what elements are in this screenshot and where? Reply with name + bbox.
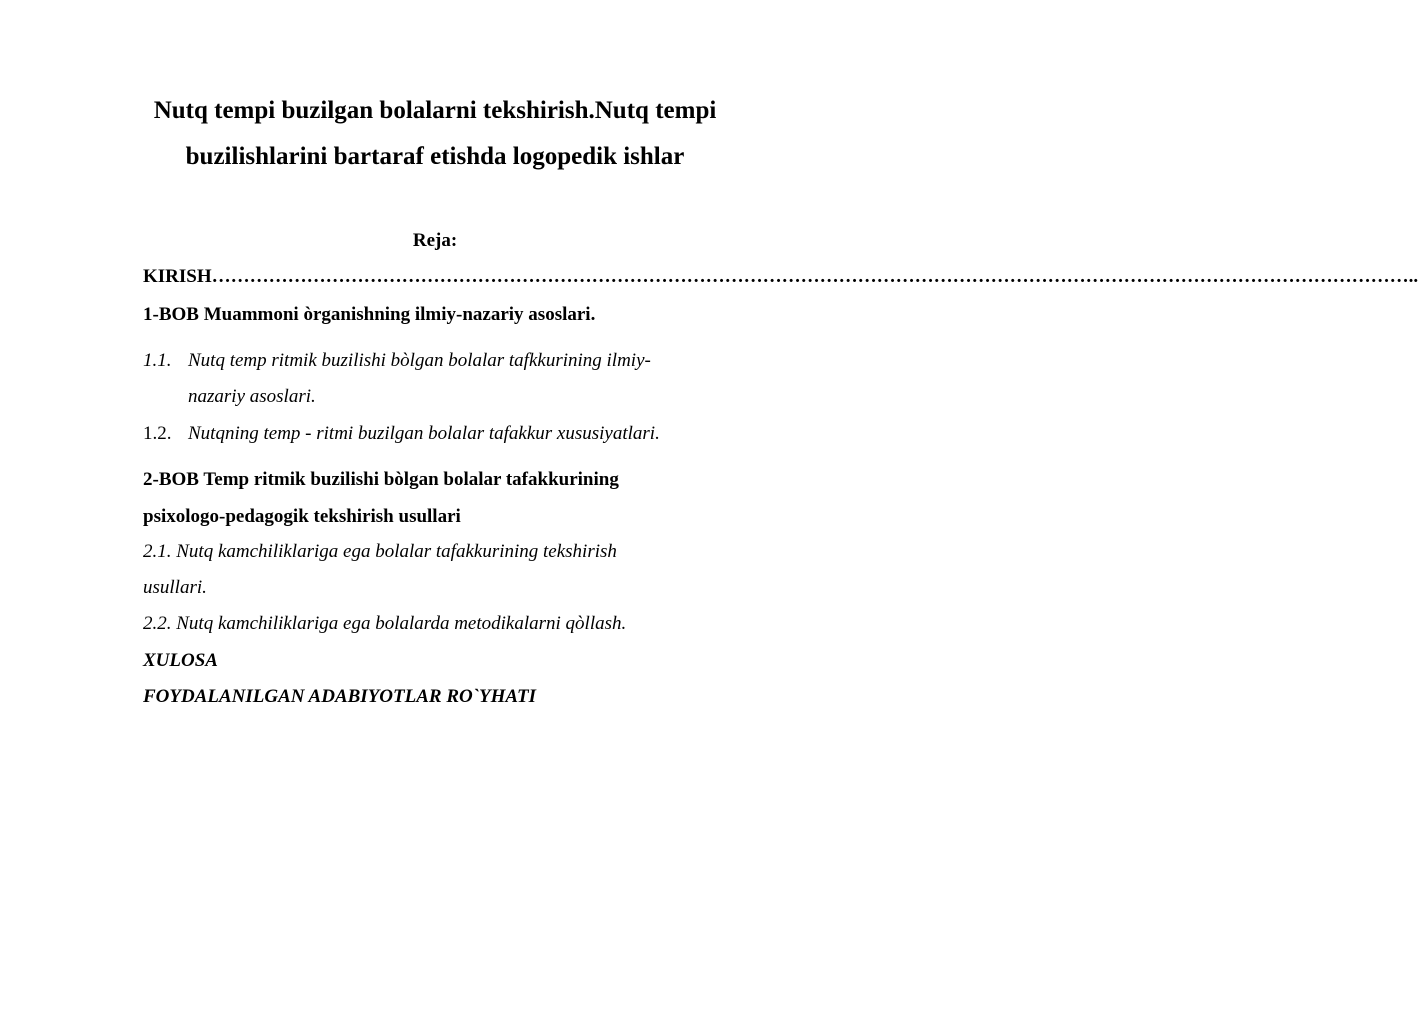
section-1-1-line1: Nutq temp ritmik buzilishi bòlgan bolalar tafkkurining ilmiy- [188, 350, 651, 371]
section-1-2-line1: Nutqning temp - ritmi buzilgan bolalar tafakkur xususiyatlari. [188, 423, 660, 444]
section-1-1-number: 1.1. [143, 350, 172, 371]
toc-intro: KIRISH……………………………………………………………………………………………………………………………………………………………………….. [143, 266, 1418, 287]
section-2-1-line2: usullari. [143, 577, 207, 598]
chapter1-heading: 1-BOB Muammoni òrganishning ilmiy-nazariy asoslari. [143, 304, 596, 325]
document-title: Nutq tempi buzilgan bolalarni tekshirish.Nutq tempi buzilishlarini bartaraf etishda logopedik ishlar [153, 97, 717, 170]
references-heading: FOYDALANILGAN ADABIYOTLAR RO`YHATI [143, 686, 537, 707]
chapter2-heading-line1: 2-BOB Temp ritmik buzilishi bòlgan bolalar tafakkurining [143, 469, 619, 490]
plan-heading: Reja: [412, 230, 458, 251]
section-1-1-line2: nazariy asoslari. [188, 386, 316, 407]
conclusion-heading: XULOSA [143, 650, 218, 671]
section-2-1-line1: 2.1. Nutq kamchiliklariga ega bolalar tafakkurining tekshirish [143, 541, 617, 562]
section-2-2-line1: 2.2. Nutq kamchiliklariga ega bolalarda metodikalarni qòllash. [143, 613, 627, 634]
section-1-2-number: 1.2. [143, 423, 172, 444]
chapter2-heading-line2: psixologo-pedagogik tekshirish usullari [143, 506, 461, 527]
